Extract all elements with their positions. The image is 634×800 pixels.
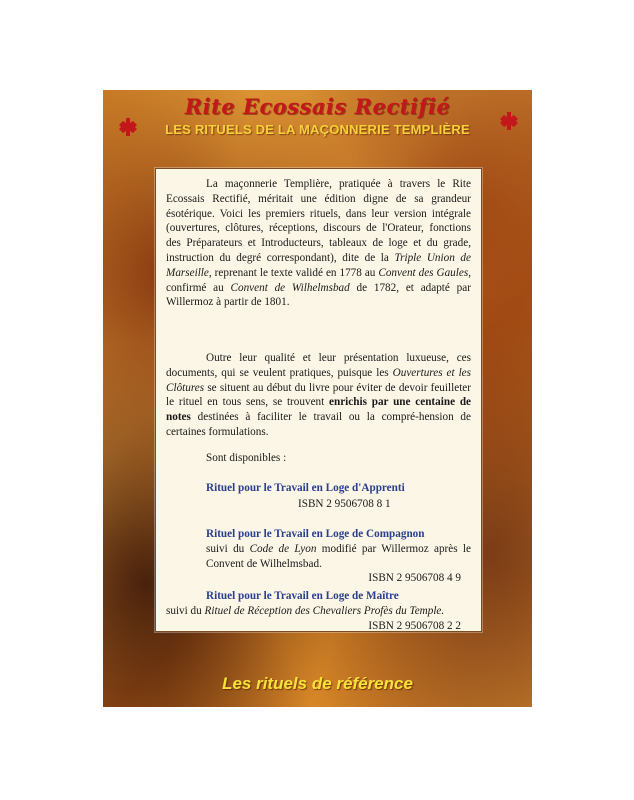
ritual-description: suivi du Code de Lyon modifié par Willermoz après le Convent de Wilhelmsbad. bbox=[206, 542, 471, 570]
book-back-cover bbox=[103, 90, 532, 707]
tagline: Les rituels de référence bbox=[222, 674, 413, 693]
ritual-title: Rituel pour le Travail en Loge d'Apprenti bbox=[206, 482, 405, 494]
description-panel bbox=[155, 168, 482, 632]
isbn: ISBN 2 9506708 2 2 bbox=[368, 619, 461, 632]
templar-cross-icon bbox=[119, 118, 137, 136]
ritual-item-maitre bbox=[166, 589, 471, 633]
ritual-title: Rituel pour le Travail en Loge de Compagnon bbox=[206, 528, 425, 540]
isbn: ISBN 2 9506708 4 9 bbox=[368, 572, 461, 585]
ritual-title: Rituel pour le Travail en Loge de Maître bbox=[206, 590, 399, 602]
details-paragraph: Outre leur qualité et leur présentation luxueuse, ces documents, qui se veulent pratiques, puisque les Ouvertures et les Clôtures se situent au début du livre pour éviter de devoir feuilleter le rituel en tous sens, se trouvent enrichis par une centaine de notes destinées à faciliter le travail ou la compré-hension de certaines formulations. bbox=[166, 352, 472, 438]
ritual-item-apprenti bbox=[206, 481, 405, 510]
book-subtitle: LES RITUELS DE LA MAÇONNERIE TEMPLIÈRE bbox=[165, 122, 470, 137]
ritual-item-compagnon bbox=[166, 527, 471, 586]
templar-cross-icon bbox=[500, 112, 518, 130]
ritual-description: suivi du Rituel de Réception des Chevaliers Profès du Temple. bbox=[166, 604, 445, 617]
isbn: ISBN 2 9506708 8 1 bbox=[298, 498, 391, 510]
book-title: Rite Ecossais Rectifié bbox=[184, 94, 451, 119]
intro-paragraph: La maçonnerie Templière, pratiquée à travers le Rite Ecossais Rectifié, méritait une édition digne de sa grandeur ésotérique. Voici les premiers rituels, dans leur version intégrale (ouvertures, clôtures, réceptions, discours de l'Orateur, fonctions des Préparateurs et Introducteurs, tableaux de loge et du grade, instruction du degré correspondant), dite de la Triple Union de Marseille, reprenant le texte validé en 1778 au Convent des Gaules, confirmé au Convent de Wilhelmsbad de 1782, et adapté par Willermoz à partir de 1801. bbox=[166, 178, 471, 309]
available-heading: Sont disponibles : bbox=[206, 452, 287, 464]
